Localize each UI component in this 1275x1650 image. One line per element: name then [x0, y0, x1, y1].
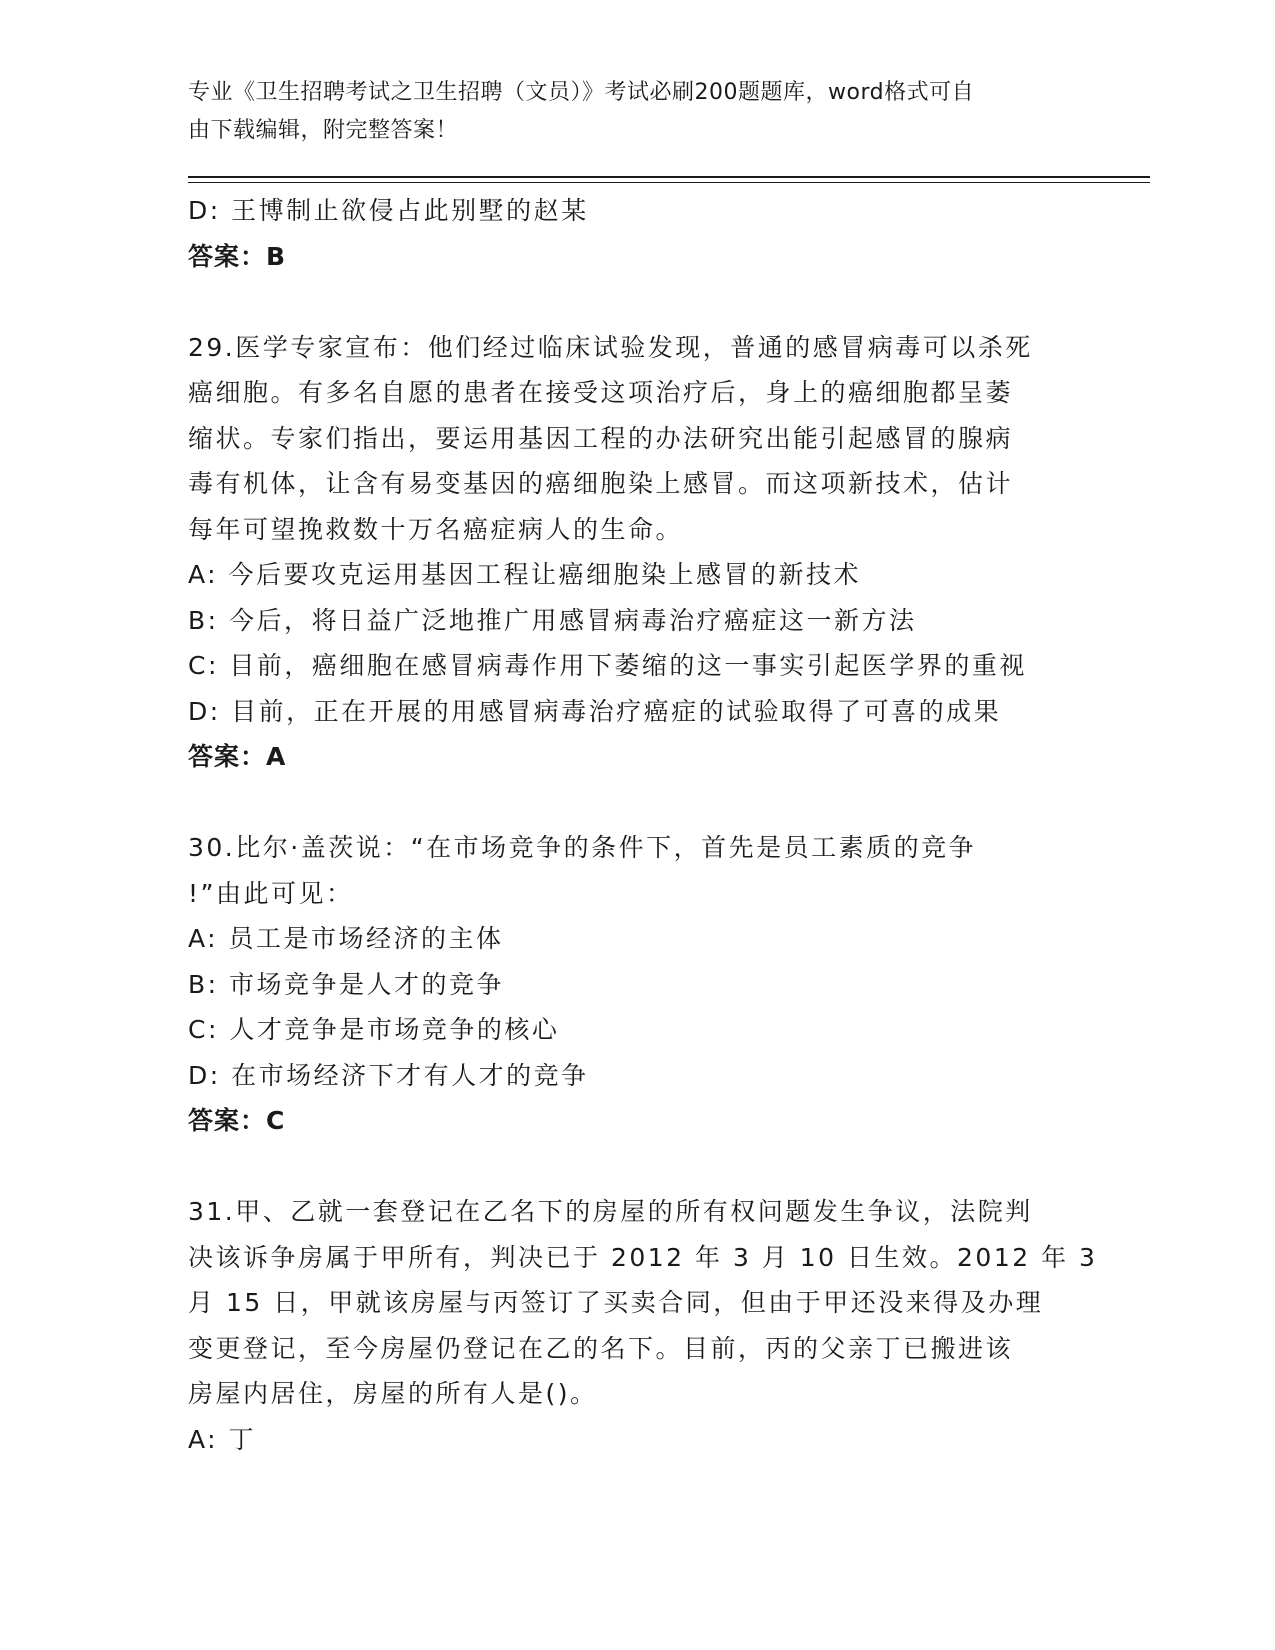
- question-text-line: 29.医学专家宣布：他们经过临床试验发现，普通的感冒病毒可以杀死: [188, 332, 1033, 362]
- spacer: [188, 279, 1068, 325]
- header-rule-thick: [188, 176, 1150, 178]
- header-line-1: 专业《卫生招聘考试之卫生招聘（文员）》考试必刷200题题库，word格式可自: [188, 80, 975, 105]
- option-b: B: 市场竞争是人才的竞争: [188, 969, 505, 999]
- option-a: A: 今后要攻克运用基因工程让癌细胞染上感冒的新技术: [188, 560, 862, 589]
- answer-label: 答案：C: [188, 1106, 286, 1135]
- question-text-line: 31.甲、乙就一套登记在乙名下的房屋的所有权问题发生争议，法院判: [188, 1197, 1033, 1226]
- question-text-line: 毒有机体，让含有易变基因的癌细胞染上感冒。而这项新技术，估计: [188, 469, 1014, 498]
- question-text-line: 月 15 日，甲就该房屋与丙签订了买卖合同，但由于甲还没来得及办理: [188, 1288, 1044, 1317]
- question-29: [188, 325, 1068, 780]
- option-d: D: 王博制止欲侵占此别墅的赵某: [188, 196, 589, 225]
- header-line-2: 由下载编辑，附完整答案！: [188, 118, 459, 143]
- option-c: C: 目前，癌细胞在感冒病毒作用下萎缩的这一事实引起医学界的重视: [188, 651, 1027, 680]
- question-text-line: 缩状。专家们指出，要运用基因工程的办法研究出能引起感冒的腺病: [188, 423, 1014, 453]
- option-d: D: 在市场经济下才有人才的竞争: [188, 1060, 589, 1090]
- header-rule-thin: [188, 182, 1150, 183]
- question-text-line: 每年可望挽救数十万名癌症病人的生命。: [188, 514, 684, 544]
- option-a: A: 员工是市场经济的主体: [188, 924, 504, 953]
- question-30: [188, 825, 1068, 1144]
- question-text-line: 癌细胞。有多名自愿的患者在接受这项治疗后，身上的癌细胞都呈萎: [188, 378, 1014, 407]
- question-text-line: 房屋内居住，房屋的所有人是()。: [188, 1379, 598, 1408]
- question-text-line: 决该诉争房属于甲所有，判决已于 2012 年 3 月 10 日生效。2012 年 3: [188, 1242, 1098, 1272]
- document-header: [188, 74, 1068, 150]
- question-text-line: 30.比尔·盖茨说：“在市场竞争的条件下，首先是员工素质的竞争: [188, 833, 977, 862]
- option-a: A: 丁: [188, 1424, 257, 1454]
- option-c: C: 人才竞争是市场竞争的核心: [188, 1015, 560, 1044]
- document-body: [188, 188, 1098, 1462]
- spacer: [188, 1144, 1068, 1190]
- answer-label: 答案：B: [188, 241, 287, 271]
- option-b: B: 今后，将日益广泛地推广用感冒病毒治疗癌症这一新方法: [188, 605, 917, 635]
- option-d: D: 目前，正在开展的用感冒病毒治疗癌症的试验取得了可喜的成果: [188, 696, 1002, 726]
- spacer: [188, 780, 1068, 826]
- question-31: [188, 1189, 1098, 1462]
- question-text-line: !”由此可见：: [188, 878, 354, 908]
- question-text-line: 变更登记，至今房屋仍登记在乙的名下。目前，丙的父亲丁已搬进该: [188, 1333, 1014, 1363]
- answer-label: 答案：A: [188, 742, 287, 771]
